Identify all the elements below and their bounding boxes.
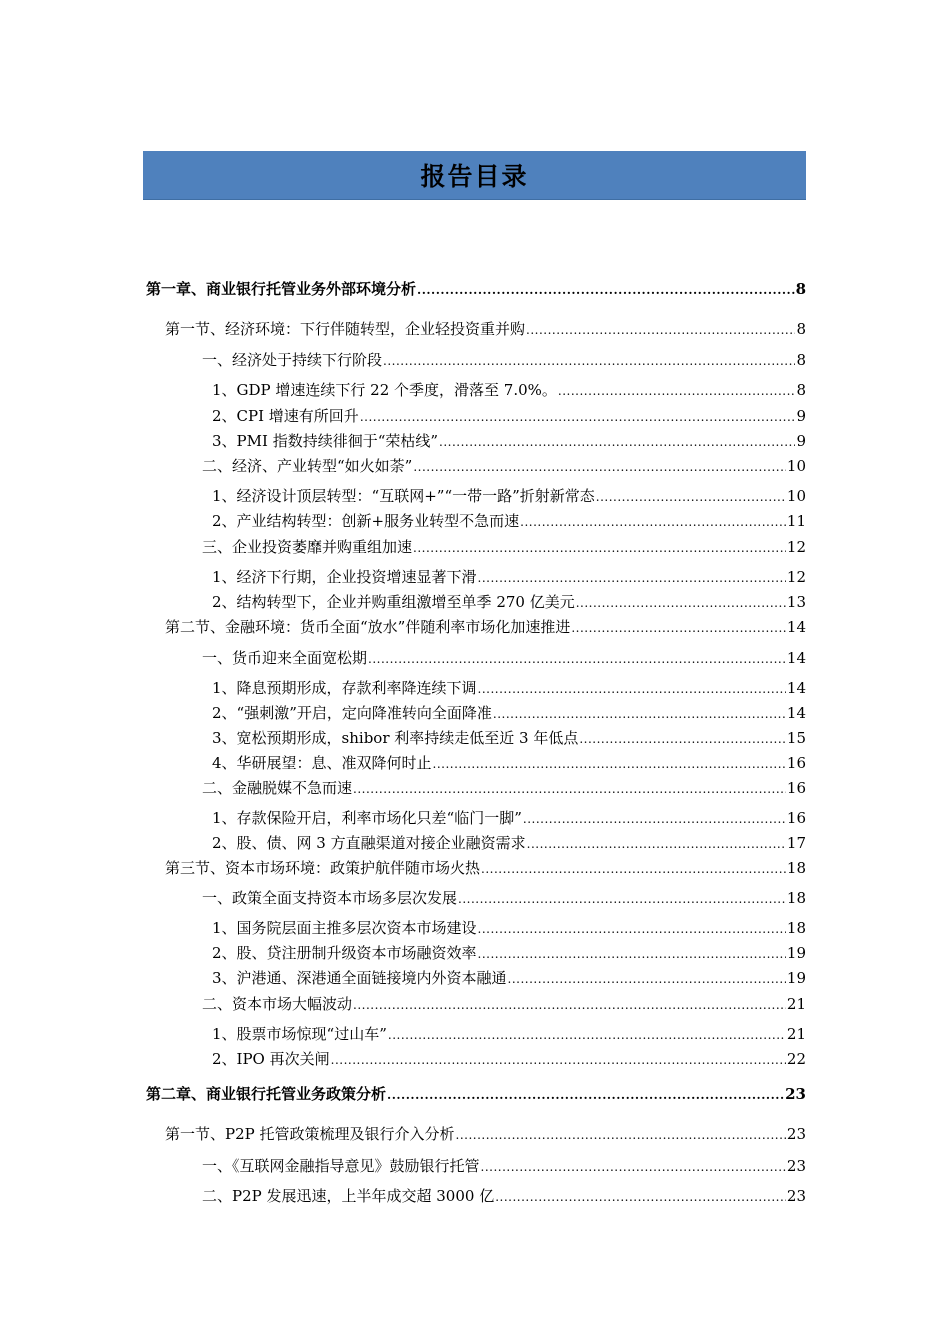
toc-entry-label: 1、股票市场惊现“过山车” xyxy=(212,1025,387,1043)
toc-chapter-entry[interactable] xyxy=(146,1084,806,1105)
toc-entry-label: 一、经济处于持续下行阶段 xyxy=(202,351,383,369)
dot-leader xyxy=(481,859,786,879)
toc-entry-label: 二、P2P 发展迅速，上半年成交超 3000 亿 xyxy=(202,1187,495,1205)
toc-entry[interactable] xyxy=(202,350,806,371)
dot-leader xyxy=(368,649,786,669)
toc-page-number: 8 xyxy=(796,351,806,369)
dot-leader xyxy=(478,919,786,939)
toc-page-number: 18 xyxy=(786,859,806,877)
toc-entry-label: 4、华研展望：息、准双降何时止 xyxy=(212,754,432,772)
dot-leader xyxy=(413,538,786,558)
dot-leader xyxy=(481,1157,786,1177)
toc-page-number: 15 xyxy=(786,729,806,747)
dot-leader xyxy=(353,779,786,799)
toc-entry[interactable] xyxy=(202,994,806,1015)
toc-page-number: 10 xyxy=(786,487,806,505)
toc-entry[interactable] xyxy=(202,888,806,909)
dot-leader xyxy=(360,407,796,427)
toc-page-number: 14 xyxy=(786,704,806,722)
toc-entry[interactable] xyxy=(212,567,806,588)
toc-entry-label: 一、政策全面支持资本市场多层次发展 xyxy=(202,889,458,907)
toc-entry-label: 1、经济下行期，企业投资增速显著下滑 xyxy=(212,568,477,586)
toc-chapter-entry[interactable] xyxy=(146,279,806,300)
toc-page-number: 13 xyxy=(786,593,806,611)
toc-entry-label: 第二节、金融环境：货币全面“放水”伴随利率市场化加速推进 xyxy=(165,618,571,636)
toc-entry[interactable] xyxy=(202,537,806,558)
toc-entry-label: 一、货币迎来全面宽松期 xyxy=(202,649,368,667)
toc-entry-label: 1、降息预期形成，存款利率降连续下调 xyxy=(212,679,477,697)
toc-page-number: 21 xyxy=(786,1025,806,1043)
toc-entry[interactable] xyxy=(212,406,806,427)
toc-entry[interactable] xyxy=(212,808,806,829)
toc-entry-label: 2、股、贷注册制升级资本市场融资效率 xyxy=(212,944,477,962)
toc-page-number: 8 xyxy=(796,320,806,338)
toc-entry-label: 三、企业投资萎靡并购重组加速 xyxy=(202,538,413,556)
toc-entry-label: 第一节、P2P 托管政策梳理及银行介入分析 xyxy=(165,1125,455,1143)
toc-entry[interactable] xyxy=(212,833,806,854)
toc-entry[interactable] xyxy=(212,678,806,699)
toc-entry[interactable] xyxy=(212,753,806,774)
dot-leader xyxy=(478,944,786,964)
report-title-banner xyxy=(143,151,806,200)
dot-leader xyxy=(433,754,786,774)
toc-entry-label: 2、结构转型下，企业并购重组激增至单季 270 亿美元 xyxy=(212,593,575,611)
toc-page-number: 23 xyxy=(785,1085,806,1103)
toc-entry-label: 2、股、债、网 3 方直融渠道对接企业融资需求 xyxy=(212,834,526,852)
toc-entry[interactable] xyxy=(212,728,806,749)
toc-entry-label: 第一节、经济环境：下行伴随转型，企业轻投资重并购 xyxy=(165,320,526,338)
toc-entry-label: 3、宽松预期形成，shibor 利率持续走低至近 3 年低点 xyxy=(212,729,579,747)
dot-leader xyxy=(353,995,786,1015)
toc-entry[interactable] xyxy=(212,511,806,532)
toc-entry-label: 3、沪港通、深港通全面链接境内外资本融通 xyxy=(212,969,507,987)
dot-leader xyxy=(478,679,786,699)
toc-page-number: 9 xyxy=(796,432,806,450)
toc-page-number: 19 xyxy=(786,969,806,987)
toc-entry-label: 2、CPI 增速有所回升 xyxy=(212,407,359,425)
dot-leader xyxy=(579,729,786,749)
toc-entry[interactable] xyxy=(212,592,806,613)
toc-entry[interactable] xyxy=(212,486,806,507)
dot-leader xyxy=(571,618,786,638)
toc-entry[interactable] xyxy=(212,380,806,401)
toc-entry[interactable] xyxy=(212,968,806,989)
toc-page-number: 23 xyxy=(786,1187,806,1205)
toc-entry-label: 第三节、资本市场环境：政策护航伴随市场火热 xyxy=(165,859,481,877)
toc-entry[interactable] xyxy=(165,858,806,879)
dot-leader xyxy=(558,381,796,401)
dot-leader xyxy=(523,809,786,829)
dot-leader xyxy=(495,1187,786,1207)
toc-page-number: 14 xyxy=(786,618,806,636)
toc-page-number: 17 xyxy=(786,834,806,852)
toc-page-number: 16 xyxy=(786,809,806,827)
toc-entry-label: 二、资本市场大幅波动 xyxy=(202,995,353,1013)
toc-entry-label: 2、“强刺激”开启，定向降准转向全面降准 xyxy=(212,704,492,722)
toc-page-number: 12 xyxy=(786,568,806,586)
toc-page-number: 8 xyxy=(796,381,806,399)
toc-entry-label: 1、存款保险开启，利率市场化只差“临门一脚” xyxy=(212,809,522,827)
toc-entry[interactable] xyxy=(202,648,806,669)
toc-page-number: 23 xyxy=(786,1125,806,1143)
toc-page-number: 18 xyxy=(786,889,806,907)
toc-page-number: 11 xyxy=(786,512,806,530)
toc-page-number: 12 xyxy=(786,538,806,556)
toc-entry[interactable] xyxy=(212,1024,806,1045)
toc-entry[interactable] xyxy=(165,1124,806,1145)
toc-page-number: 18 xyxy=(786,919,806,937)
dot-leader xyxy=(596,487,786,507)
dot-leader xyxy=(456,1125,786,1145)
toc-entry[interactable] xyxy=(212,1049,806,1070)
toc-page-number: 9 xyxy=(796,407,806,425)
dot-leader xyxy=(413,457,786,477)
toc-entry[interactable] xyxy=(202,1156,806,1177)
toc-page-number: 10 xyxy=(786,457,806,475)
dot-leader xyxy=(508,969,786,989)
toc-entry[interactable] xyxy=(202,1186,806,1207)
toc-entry[interactable] xyxy=(212,943,806,964)
toc-entry-label: 第一章、商业银行托管业务外部环境分析 xyxy=(146,280,417,298)
toc-entry[interactable] xyxy=(165,319,806,340)
toc-page-number: 16 xyxy=(786,754,806,772)
toc-page-number: 8 xyxy=(795,280,806,298)
toc-page-number: 16 xyxy=(786,779,806,797)
dot-leader xyxy=(493,704,786,724)
dot-leader xyxy=(458,889,786,909)
dot-leader xyxy=(439,432,795,452)
dot-leader xyxy=(417,280,795,300)
toc-page-number: 22 xyxy=(786,1050,806,1068)
toc-entry[interactable] xyxy=(212,431,806,452)
toc-entry[interactable] xyxy=(202,456,806,477)
toc-page-number: 14 xyxy=(786,679,806,697)
toc-entry-label: 第二章、商业银行托管业务政策分析 xyxy=(146,1085,387,1103)
dot-leader xyxy=(383,351,795,371)
toc-entry-label: 二、经济、产业转型“如火如荼” xyxy=(202,457,413,475)
toc-entry-label: 1、经济设计顶层转型：“互联网+”“一带一路”折射新常态 xyxy=(212,487,595,505)
toc-page-number: 19 xyxy=(786,944,806,962)
dot-leader xyxy=(527,834,786,854)
toc-page-number: 23 xyxy=(786,1157,806,1175)
dot-leader xyxy=(478,568,786,588)
report-title: 报告目录 xyxy=(420,162,529,191)
dot-leader xyxy=(520,512,786,532)
toc-entry-label: 1、GDP 增速连续下行 22 个季度，滑落至 7.0%。 xyxy=(212,381,557,399)
toc-entry[interactable] xyxy=(202,778,806,799)
dot-leader xyxy=(576,593,786,613)
toc-entry-label: 3、PMI 指数持续徘徊于“荣枯线” xyxy=(212,432,439,450)
toc-page-number: 21 xyxy=(786,995,806,1013)
toc-entry-label: 二、金融脱媒不急而速 xyxy=(202,779,353,797)
toc-entry[interactable] xyxy=(212,918,806,939)
toc-entry-label: 2、IPO 再次关闸 xyxy=(212,1050,330,1068)
dot-leader xyxy=(388,1025,786,1045)
toc-entry-label: 一、《互联网金融指导意见》鼓励银行托管 xyxy=(202,1157,480,1175)
toc-entry-label: 1、国务院层面主推多层次资本市场建设 xyxy=(212,919,477,937)
toc-entry[interactable] xyxy=(212,703,806,724)
toc-entry-label: 2、产业结构转型：创新+服务业转型不急而速 xyxy=(212,512,520,530)
dot-leader xyxy=(526,320,795,340)
toc-entry[interactable] xyxy=(165,617,806,638)
dot-leader xyxy=(387,1085,784,1105)
toc-page-number: 14 xyxy=(786,649,806,667)
dot-leader xyxy=(331,1050,786,1070)
